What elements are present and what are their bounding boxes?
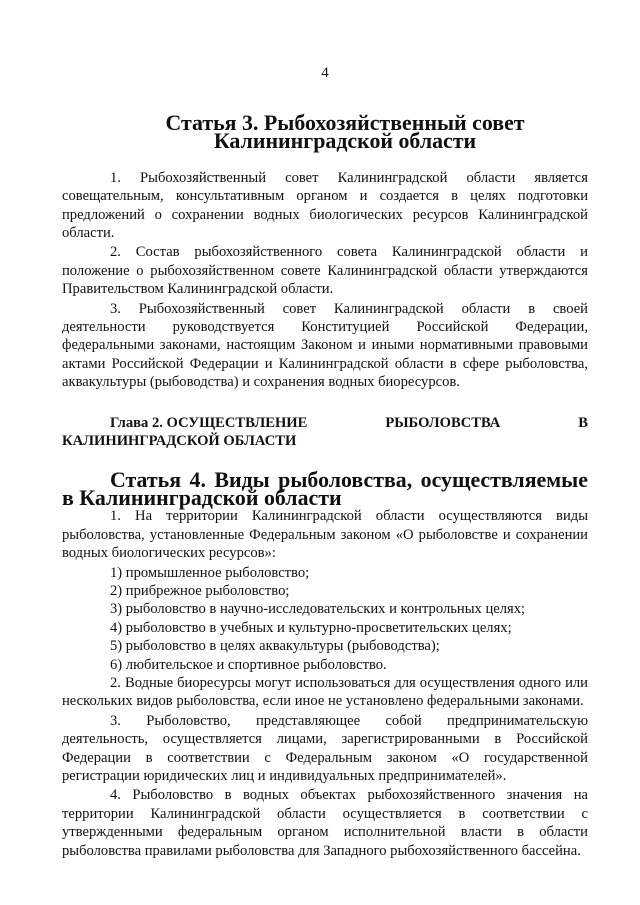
article-4-list-item-1: 1) промышленное рыболовство; xyxy=(110,564,310,581)
chapter-2-title-part-1: Глава 2. ОСУЩЕСТВЛЕНИЕ xyxy=(110,414,308,431)
document-body xyxy=(62,110,588,861)
article-4-list-item-2: 2) прибрежное рыболовство; xyxy=(110,582,290,599)
article-3-paragraph-2: 2. Состав рыбохозяйственного совета Калининградской области и положение о рыбохозяйственном совете Калининградской области утверждаются Правительством Калининградской области. xyxy=(62,244,588,298)
article-3-paragraph-1: 1. Рыбохозяйственный совет Калининградской области является совещательным, консультативным органом и создается в целях подготовки предложений о сохранении водных биологических ресурсов Калининградской области. xyxy=(62,169,588,242)
chapter-2-title-part-2: РЫБОЛОВСТВА xyxy=(385,414,501,431)
article-4-list-item-3: 3) рыболовство в научно-исследовательских и контрольных целях; xyxy=(110,601,526,618)
article-4-paragraph-4: 4. Рыболовство в водных объектах рыбохозяйственного значения на территории Калининградской области осуществляется в соответствии с утвержденными федеральным органом исполнительной власти в области рыболовства правилами рыболовства для Западного рыбохозяйственного бассейна. xyxy=(62,787,588,859)
article-4-list-item-4: 4) рыболовство в учебных и культурно-просветительских целях; xyxy=(110,619,512,636)
article-3-title: Статья 3. Рыбохозяйственный совет Калининградской области xyxy=(165,110,525,154)
article-4-paragraph-3: 3. Рыболовство, представляющее собой предпринимательскую деятельность, осуществляется лицами, зарегистрированными в Российской Федерации в соответствии с Федеральным законом «О государственной регистрации юридических лиц и индивидуальных предпринимателей». xyxy=(62,712,588,784)
article-4-intro: 1. На территории Калининградской области осуществляются виды рыболовства, установленные Федеральным законом «О рыболовстве и сохранении водных биологических ресурсов»: xyxy=(62,508,588,562)
page-number: 4 xyxy=(321,65,329,81)
article-4-paragraph-2: 2. Водные биоресурсы могут использоваться для осуществления одного или нескольких видов рыболовства, если иное не установлено федеральными законами. xyxy=(62,674,588,710)
chapter-2-title-line-1 xyxy=(62,414,588,432)
chapter-2-title-line-2: КАЛИНИНГРАДСКОЙ ОБЛАСТИ xyxy=(62,433,297,450)
article-4-list-item-6: 6) любительское и спортивное рыболовство. xyxy=(110,656,387,673)
article-4-list-item-5: 5) рыболовство в целях аквакультуры (рыбоводства); xyxy=(110,638,440,655)
chapter-2-title xyxy=(62,414,588,451)
chapter-2-title-part-3: В xyxy=(578,414,588,431)
article-4-title: Статья 4. Виды рыболовства, осуществляемые в Калининградской области xyxy=(62,466,588,510)
article-3-paragraph-3: 3. Рыбохозяйственный совет Калининградской области в своей деятельности руководствуется Конституцией Российской Федерации, федеральными законами, настоящим Законом и иными нормативными правовыми актами Российской Федерации и Калининградской области в сфере рыболовства, аквакультуры (рыбоводства) и сохранения водных биоресурсов. xyxy=(62,300,588,391)
